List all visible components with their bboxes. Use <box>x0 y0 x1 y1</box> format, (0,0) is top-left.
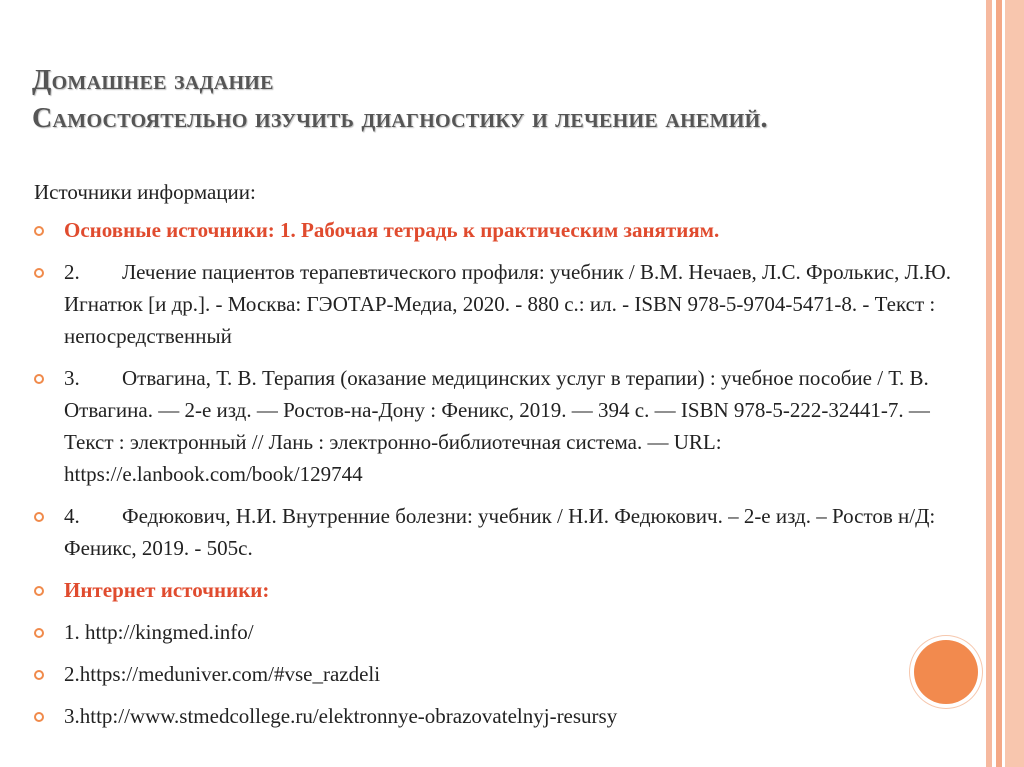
list-item-text: Интернет источники: <box>64 578 270 602</box>
list-item-source-3 <box>34 362 964 490</box>
list-item-text: Основные источники: 1. Рабочая тетрадь к практическим занятиям. <box>64 218 720 242</box>
sources-intro: Источники информации: <box>34 180 256 204</box>
list-item-number: 3. <box>64 366 80 390</box>
bullet-icon <box>34 670 44 680</box>
bullet-icon <box>34 512 44 522</box>
title-line-1: Домашнее задание <box>32 65 274 96</box>
bullet-icon <box>34 374 44 384</box>
list-item-text: 1. http://kingmed.info/ <box>64 620 254 644</box>
list-item-text: Отвагина, Т. В. Терапия (оказание медицинских услуг в терапии) : учебное пособие / Т. В. Отвагина. — 2-е изд. — Ростов-на-Дону : Феникс, 2019. — 394 с. — ISBN 978-5-222-32441-7. — Текст : электронный // Лань : электронно-библиотечная система. — URL: https://e.lanbook.com/book/129744 <box>64 366 930 486</box>
list-item-number: 2. <box>64 260 80 284</box>
decor-stripe <box>1005 0 1024 767</box>
list-item-text: 2.https://meduniver.com/#vse_razdeli <box>64 662 381 686</box>
bullet-icon <box>34 226 44 236</box>
list-item-link-3 <box>34 700 964 732</box>
list-item-link-2 <box>34 658 964 690</box>
slide-title <box>32 62 932 138</box>
list-item-text: Лечение пациентов терапевтического профиля: учебник / В.М. Нечаев, Л.С. Фролькис, Л.Ю. Игнатюк [и др.]. - Москва: ГЭОТАР-Медиа, 2020. - 880 с.: ил. - ISBN 978-5-9704-5471-8. - Текст : непосредственный <box>64 260 951 348</box>
title-line-2: Самостоятельно изучить диагностику и лечение анемий. <box>32 103 768 134</box>
list-item-text: Федюкович, Н.И. Внутренние болезни: учебник / Н.И. Федюкович. – 2-е изд. – Ростов н/Д: Феникс, 2019. - 505с. <box>64 504 936 560</box>
list-item-source-2 <box>34 256 964 352</box>
bullet-icon <box>34 268 44 278</box>
list-item-main-sources <box>34 214 964 246</box>
list-item-link-1 <box>34 616 964 648</box>
bullet-icon <box>34 586 44 596</box>
list-item-number: 4. <box>64 504 80 528</box>
list-item-internet-sources <box>34 574 964 606</box>
bullet-icon <box>34 628 44 638</box>
sources-list <box>34 214 964 742</box>
bullet-icon <box>34 712 44 722</box>
list-item-text: 3.http://www.stmedcollege.ru/elektronnye-obrazovatelnyj-resursy <box>64 704 618 728</box>
list-item-source-4 <box>34 500 964 564</box>
